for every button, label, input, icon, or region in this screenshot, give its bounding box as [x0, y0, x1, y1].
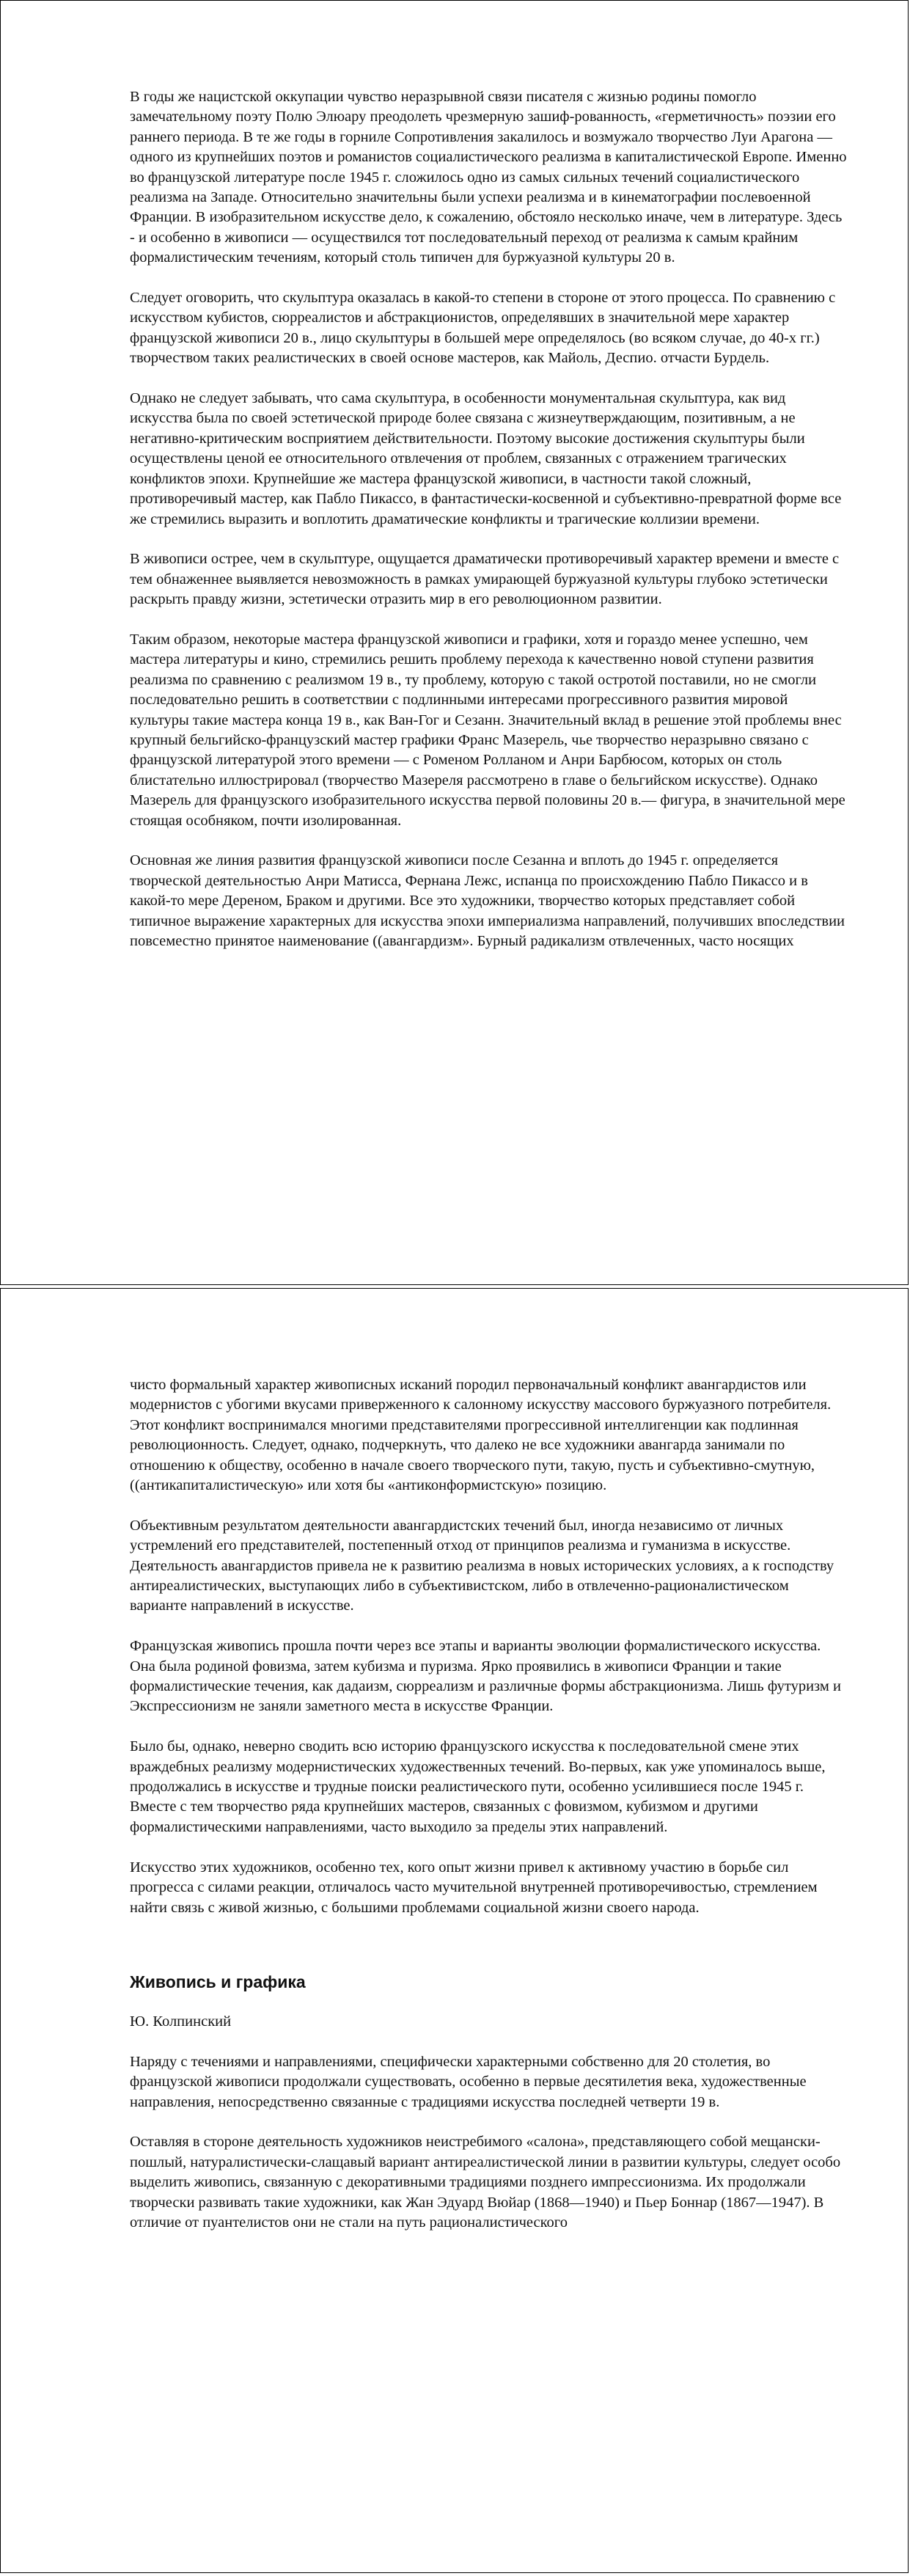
paragraph: Оставляя в стороне деятельность художников неистребимого «салона», представляющего собой мещански-пошлый, натуралистически-слащавый вариант антиреалистической линии в развитии культуры, следует особо выделить живопись, связанную с декоративными традициями позднего импрессионизма. Их продолжали творчески развивать такие художники, как Жан Эдуард Вюйар (1868—1940) и Пьер Боннар (1867—1947). В отличие от пуантелистов они не стали на путь рационалистического	[130, 2134, 841, 2231]
page-2-text-body	[130, 1375, 848, 2253]
paragraph: Искусство этих художников, особенно тех, кого опыт жизни привел к активному участию в борьбе сил прогресса с силами реакции, отличалось часто мучительной внутренней противоречивостью, стремлением найти связь с живой жизнью, с большими проблемами социальной жизни своего народа.	[130, 1859, 818, 1916]
paragraph: Было бы, однако, неверно сводить всю историю французского искусства к последовательной смене этих враждебных реализму модернистических художественных течений. Во-первых, как уже упоминалось выше, продолжались в искусстве и трудные поиски реалистического пути, особенно усилившиеся после 1945 г. Вместе с тем творчество ряда крупнейших мастеров, связанных с фовизмом, кубизмом и другими формалистическими направлениями, часто выходило за пределы этих направлений.	[130, 1738, 826, 1835]
paragraph: Наряду с течениями и направлениями, специфически характерными собственно для 20 столетия, во французской живописи продолжали существовать, особенно в первые десятилетия века, художественные направления, непосредственно связанные с традициями искусства последней четверти 19 в.	[130, 2053, 807, 2110]
page-1-text-body	[130, 87, 848, 972]
section-heading: Живопись и графика	[130, 1972, 306, 1991]
paragraph: Объективным результатом деятельности авангардистских течений был, иногда независимо от личных устремлений его представителей, постепенный отход от принципов реализма и гуманизма в искусстве. Деятельность авангардистов привела не к развитию реализма в новых исторических условиях, а к господству антиреалистических, выступающих либо в субъективистском, либо в отвлеченно-рационалистическом варианте направлений в искусстве.	[130, 1517, 834, 1614]
paragraph: Основная же линия развития французской живописи после Сезанна и вплоть до 1945 г. определяется творческой деятельностью Анри Матисса, Фернана Лежс, испанца по происхождению Пабло Пикассо и в какой-то мере Дереном, Браком и другими. Все это художники, творчество которых представляет собой типичное выражение характерных для искусства эпохи империализма направлений, получивших впоследствии повсеместно принятое наименование ((авангардизм». Бурный радикализм отвлеченных, часто носящих	[130, 852, 845, 949]
author-name: Ю. Колпинский	[130, 2013, 232, 2030]
paragraph: В годы же нацистской оккупации чувство неразрывной связи писателя с жизнью родины помогло замечательному поэту Полю Элюару преодолеть чрезмерную зашиф-рованность, «герметичность» поэзии его раннего периода. В те же годы в горниле Сопротивления закалилось и возмужало творчество Луи Арагона — одного из крупнейших поэтов и романистов социалистического реализма в капиталистической Европе. Именно во французской литературе после 1945 г. сложилось одно из самых сильных течений социалистического реализма на Западе. Относительно значительны были успехи реализма и в кинематографии послевоенной Франции. В изобразительном искусстве дело, к сожалению, обстояло несколько иначе, чем в литературе. Здесь - и особенно в живописи — осуществился тот последовательный переход от реализма к самым крайним формалистическим течениям, который столь типичен для буржуазной культуры 20 в.	[130, 89, 847, 266]
document-page-2	[0, 1288, 909, 2573]
paragraph: чисто формальный характер живописных исканий породил первоначальный конфликт авангардистов или модернистов с убогими вкусами приверженного к салонному искусству массового буржуазного потребителя. Этот конфликт воспринимался многими представителями прогрессивной интеллигенции как подлинная революционность. Следует, однако, подчеркнуть, что далеко не все художники авангарда занимали по отношению к обществу, особенно в начале своего творческого пути, такую, пусть и субъективно-смутную, ((антикапиталистическую» или хотя бы «антиконформистскую» позицию.	[130, 1377, 832, 1494]
document-page-1	[0, 0, 909, 1285]
paragraph: Следует оговорить, что скульптура оказалась в какой-то степени в стороне от этого процесса. По сравнению с искусством кубистов, сюрреалистов и абстракционистов, определявших в значительной мере характер французской живописи 20 в., лицо скульптуры в большей мере определялось (во всяком случае, до 40-х гг.) творчеством таких реалистических в своей основе мастеров, как Майоль, Деспио. отчасти Бурдель.	[130, 290, 836, 367]
paragraph: Однако не следует забывать, что сама скульптура, в особенности монументальная скульптура, как вид искусства была по своей эстетической природе более связана с жизнеутверждающим, позитивным, а не негативно-критическим восприятием действительности. Поэтому высокие достижения скульптуры были осуществлены ценой ее относительного отвлечения от проблем, связанных с отражением трагических конфликтов эпохи. Крупнейшие же мастера французской живописи, в частности такой сложный, противоречивый мастер, как Пабло Пикассо, в фантастически-косвенной и субъективно-превратной форме все же стремились выразить и воплотить драматические конфликты и трагические коллизии времени.	[130, 390, 842, 527]
paragraph: В живописи острее, чем в скульптуре, ощущается драматически противоречивый характер времени и вместе с тем обнаженнее выявляется невозможность в рамках умирающей буржуазной культуры глубоко эстетически раскрыть правду жизни, эстетически отразить мир в его революционном развитии.	[130, 551, 840, 608]
paragraph: Таким образом, некоторые мастера французской живописи и графики, хотя и гораздо менее успешно, чем мастера литературы и кино, стремились решить проблему перехода к качественно новой ступени развития реализма по сравнению с реализмом 19 в., ту проблему, которую с такой остротой поставили, но не смогли последовательно решить в соответствии с подлинными интересами прогрессивного развития мировой культуры такие мастера конца 19 в., как Ван-Гог и Сезанн. Значительный вклад в решение этой проблемы внес крупный бельгийско-французский мастер графики Франс Мазерель, чье творчество неразрывно связано с французской литературой этого времени — с Роменом Ролланом и Анри Барбюсом, которых он столь блистательно иллюстрировал (творчество Мазереля рассмотрено в главе о бельгийском искусстве). Однако Мазерель для французского изобразительного искусства первой половины 20 в.— фигура, в значительной мере стоящая особняком, почти изолированная.	[130, 631, 845, 829]
paragraph: Французская живопись прошла почти через все этапы и варианты эволюции формалистического искусства. Она была родиной фовизма, затем кубизма и пуризма. Ярко проявились в живописи Франции и такие формалистические течения, как дадаизм, сюрреализм и различные формы абстракционизма. Лишь футуризм и Экспрессионизм не заняли заметного места в искусстве Франции.	[130, 1638, 841, 1715]
